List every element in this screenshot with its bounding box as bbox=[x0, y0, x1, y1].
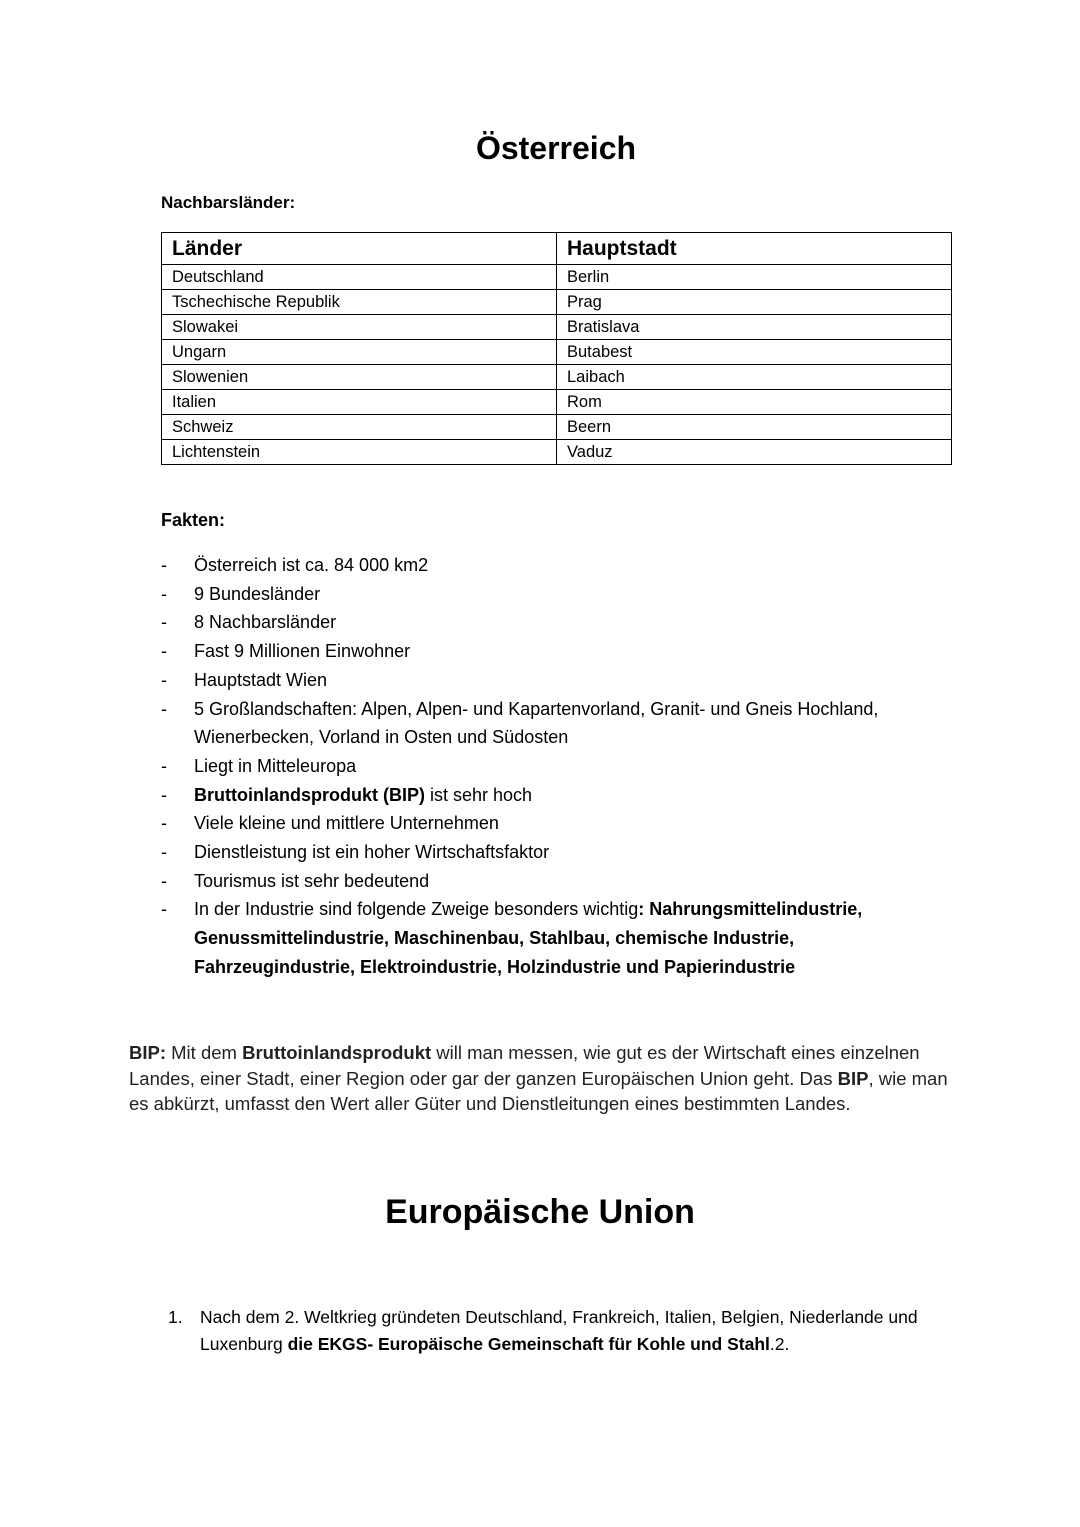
fact-item bbox=[161, 867, 941, 896]
country-cell: Lichtenstein bbox=[162, 440, 557, 465]
capital-cell: Berlin bbox=[557, 265, 952, 290]
fact-item bbox=[161, 895, 941, 981]
capital-cell: Beern bbox=[557, 415, 952, 440]
country-cell: Italien bbox=[162, 390, 557, 415]
country-cell: Tschechische Republik bbox=[162, 290, 557, 315]
fact-item bbox=[161, 781, 941, 810]
column-header: Hauptstadt bbox=[557, 233, 952, 265]
table-header-row bbox=[162, 233, 952, 265]
bold-term: Bruttoinlandsprodukt (BIP) bbox=[194, 784, 425, 805]
bullet-dash: - bbox=[161, 669, 167, 690]
capital-cell: Vaduz bbox=[557, 440, 952, 465]
fact-item bbox=[161, 809, 941, 838]
capital-cell: Prag bbox=[557, 290, 952, 315]
text: Liegt in Mitteleuropa bbox=[194, 755, 357, 776]
capital-cell: Butabest bbox=[557, 340, 952, 365]
country-cell: Deutschland bbox=[162, 265, 557, 290]
fact-item bbox=[161, 666, 941, 695]
fact-item bbox=[161, 608, 941, 637]
country-cell: Ungarn bbox=[162, 340, 557, 365]
text: Tourismus ist sehr bedeutend bbox=[194, 870, 430, 891]
bullet-dash: - bbox=[161, 555, 167, 575]
bold-term: die EKGS- Europäische Gemeinschaft für Kohle und Stahl bbox=[287, 1334, 770, 1354]
text: Österreich ist ca. 84 000 km2 bbox=[194, 555, 429, 575]
section-title-eu: Europäische Union bbox=[385, 1193, 695, 1231]
country-cell: Slowakei bbox=[162, 315, 557, 340]
country-cell: Schweiz bbox=[162, 415, 557, 440]
text: Fast 9 Millionen Einwohner bbox=[194, 641, 411, 662]
fact-item bbox=[161, 637, 941, 666]
fact-item bbox=[161, 580, 941, 609]
country-cell: Slowenien bbox=[162, 365, 557, 390]
fact-item bbox=[161, 695, 941, 752]
capital-cell: Rom bbox=[557, 390, 952, 415]
facts-list bbox=[161, 551, 941, 982]
bullet-dash: - bbox=[161, 899, 167, 920]
text: In der Industrie sind folgende Zweige besonders wichtig bbox=[194, 899, 639, 920]
bullet-dash: - bbox=[161, 784, 167, 805]
table-row bbox=[162, 265, 952, 290]
text: Nach dem 2. Weltkrieg gründeten Deutschland, Frankreich, Italien, Belgien, Niederlande und Luxenburg bbox=[200, 1307, 918, 1354]
bold-term: BIP bbox=[837, 1067, 869, 1089]
bullet-dash: - bbox=[161, 583, 167, 604]
table-row bbox=[162, 315, 952, 340]
capital-cell: Bratislava bbox=[557, 315, 952, 340]
text: Mit dem bbox=[166, 1042, 243, 1063]
table-row bbox=[162, 340, 952, 365]
bullet-dash: - bbox=[161, 641, 167, 662]
text: ist sehr hoch bbox=[424, 784, 533, 805]
neighbors-table bbox=[161, 232, 952, 465]
text: 9 Bundesländer bbox=[194, 583, 321, 604]
capital-cell: Laibach bbox=[557, 365, 952, 390]
table-row bbox=[162, 365, 952, 390]
bullet-dash: - bbox=[161, 612, 167, 633]
text: .2. bbox=[769, 1334, 790, 1354]
text: will man messen, wie gut es der Wirtschaft eines einzelnen Landes, einer Stadt, einer Region oder gar der ganzen Europäischen Union geht. Das bbox=[129, 1042, 920, 1089]
fact-item bbox=[161, 551, 941, 580]
bip-paragraph bbox=[129, 1040, 959, 1117]
text: , wie man es abkürzt, umfasst den Wert aller Güter und Dienstleitungen eines bestimmten Landes. bbox=[129, 1067, 948, 1114]
text: Viele kleine und mittlere Unternehmen bbox=[194, 813, 499, 834]
column-header: Länder bbox=[162, 233, 557, 265]
fact-item bbox=[161, 752, 941, 781]
text: 5 Großlandschaften: Alpen, Alpen- und Kapartenvorland, Granit- und Gneis Hochland, Wienerbecken, Vorland in Osten und Südosten bbox=[194, 698, 879, 748]
bold-term: Bruttoinlandsprodukt bbox=[242, 1042, 432, 1063]
neighbors-heading: Nachbarsländer: bbox=[161, 193, 296, 212]
bullet-dash: - bbox=[161, 813, 167, 834]
eu-list-item bbox=[168, 1304, 968, 1358]
bullet-dash: - bbox=[161, 755, 167, 776]
table-row bbox=[162, 290, 952, 315]
bullet-dash: - bbox=[161, 698, 167, 719]
text: Dienstleistung ist ein hoher Wirtschaftsfaktor bbox=[194, 842, 550, 863]
table-row bbox=[162, 390, 952, 415]
text: Hauptstadt Wien bbox=[194, 669, 328, 690]
page-title: Österreich bbox=[475, 130, 637, 166]
table-row bbox=[162, 415, 952, 440]
bullet-dash: - bbox=[161, 842, 167, 863]
bip-label: BIP: bbox=[129, 1042, 166, 1063]
list-number: 1. bbox=[168, 1307, 183, 1327]
bold-term: : Nahrungsmittelindustrie, Genussmittelindustrie, Maschinenbau, Stahlbau, chemische Industrie, Fahrzeugindustrie, Elektroindustrie, Holzindustrie und Papierindustrie bbox=[194, 899, 863, 977]
table-row bbox=[162, 440, 952, 465]
facts-heading: Fakten: bbox=[161, 510, 226, 530]
bullet-dash: - bbox=[161, 870, 167, 891]
text: 8 Nachbarsländer bbox=[194, 612, 337, 633]
fact-item bbox=[161, 838, 941, 867]
